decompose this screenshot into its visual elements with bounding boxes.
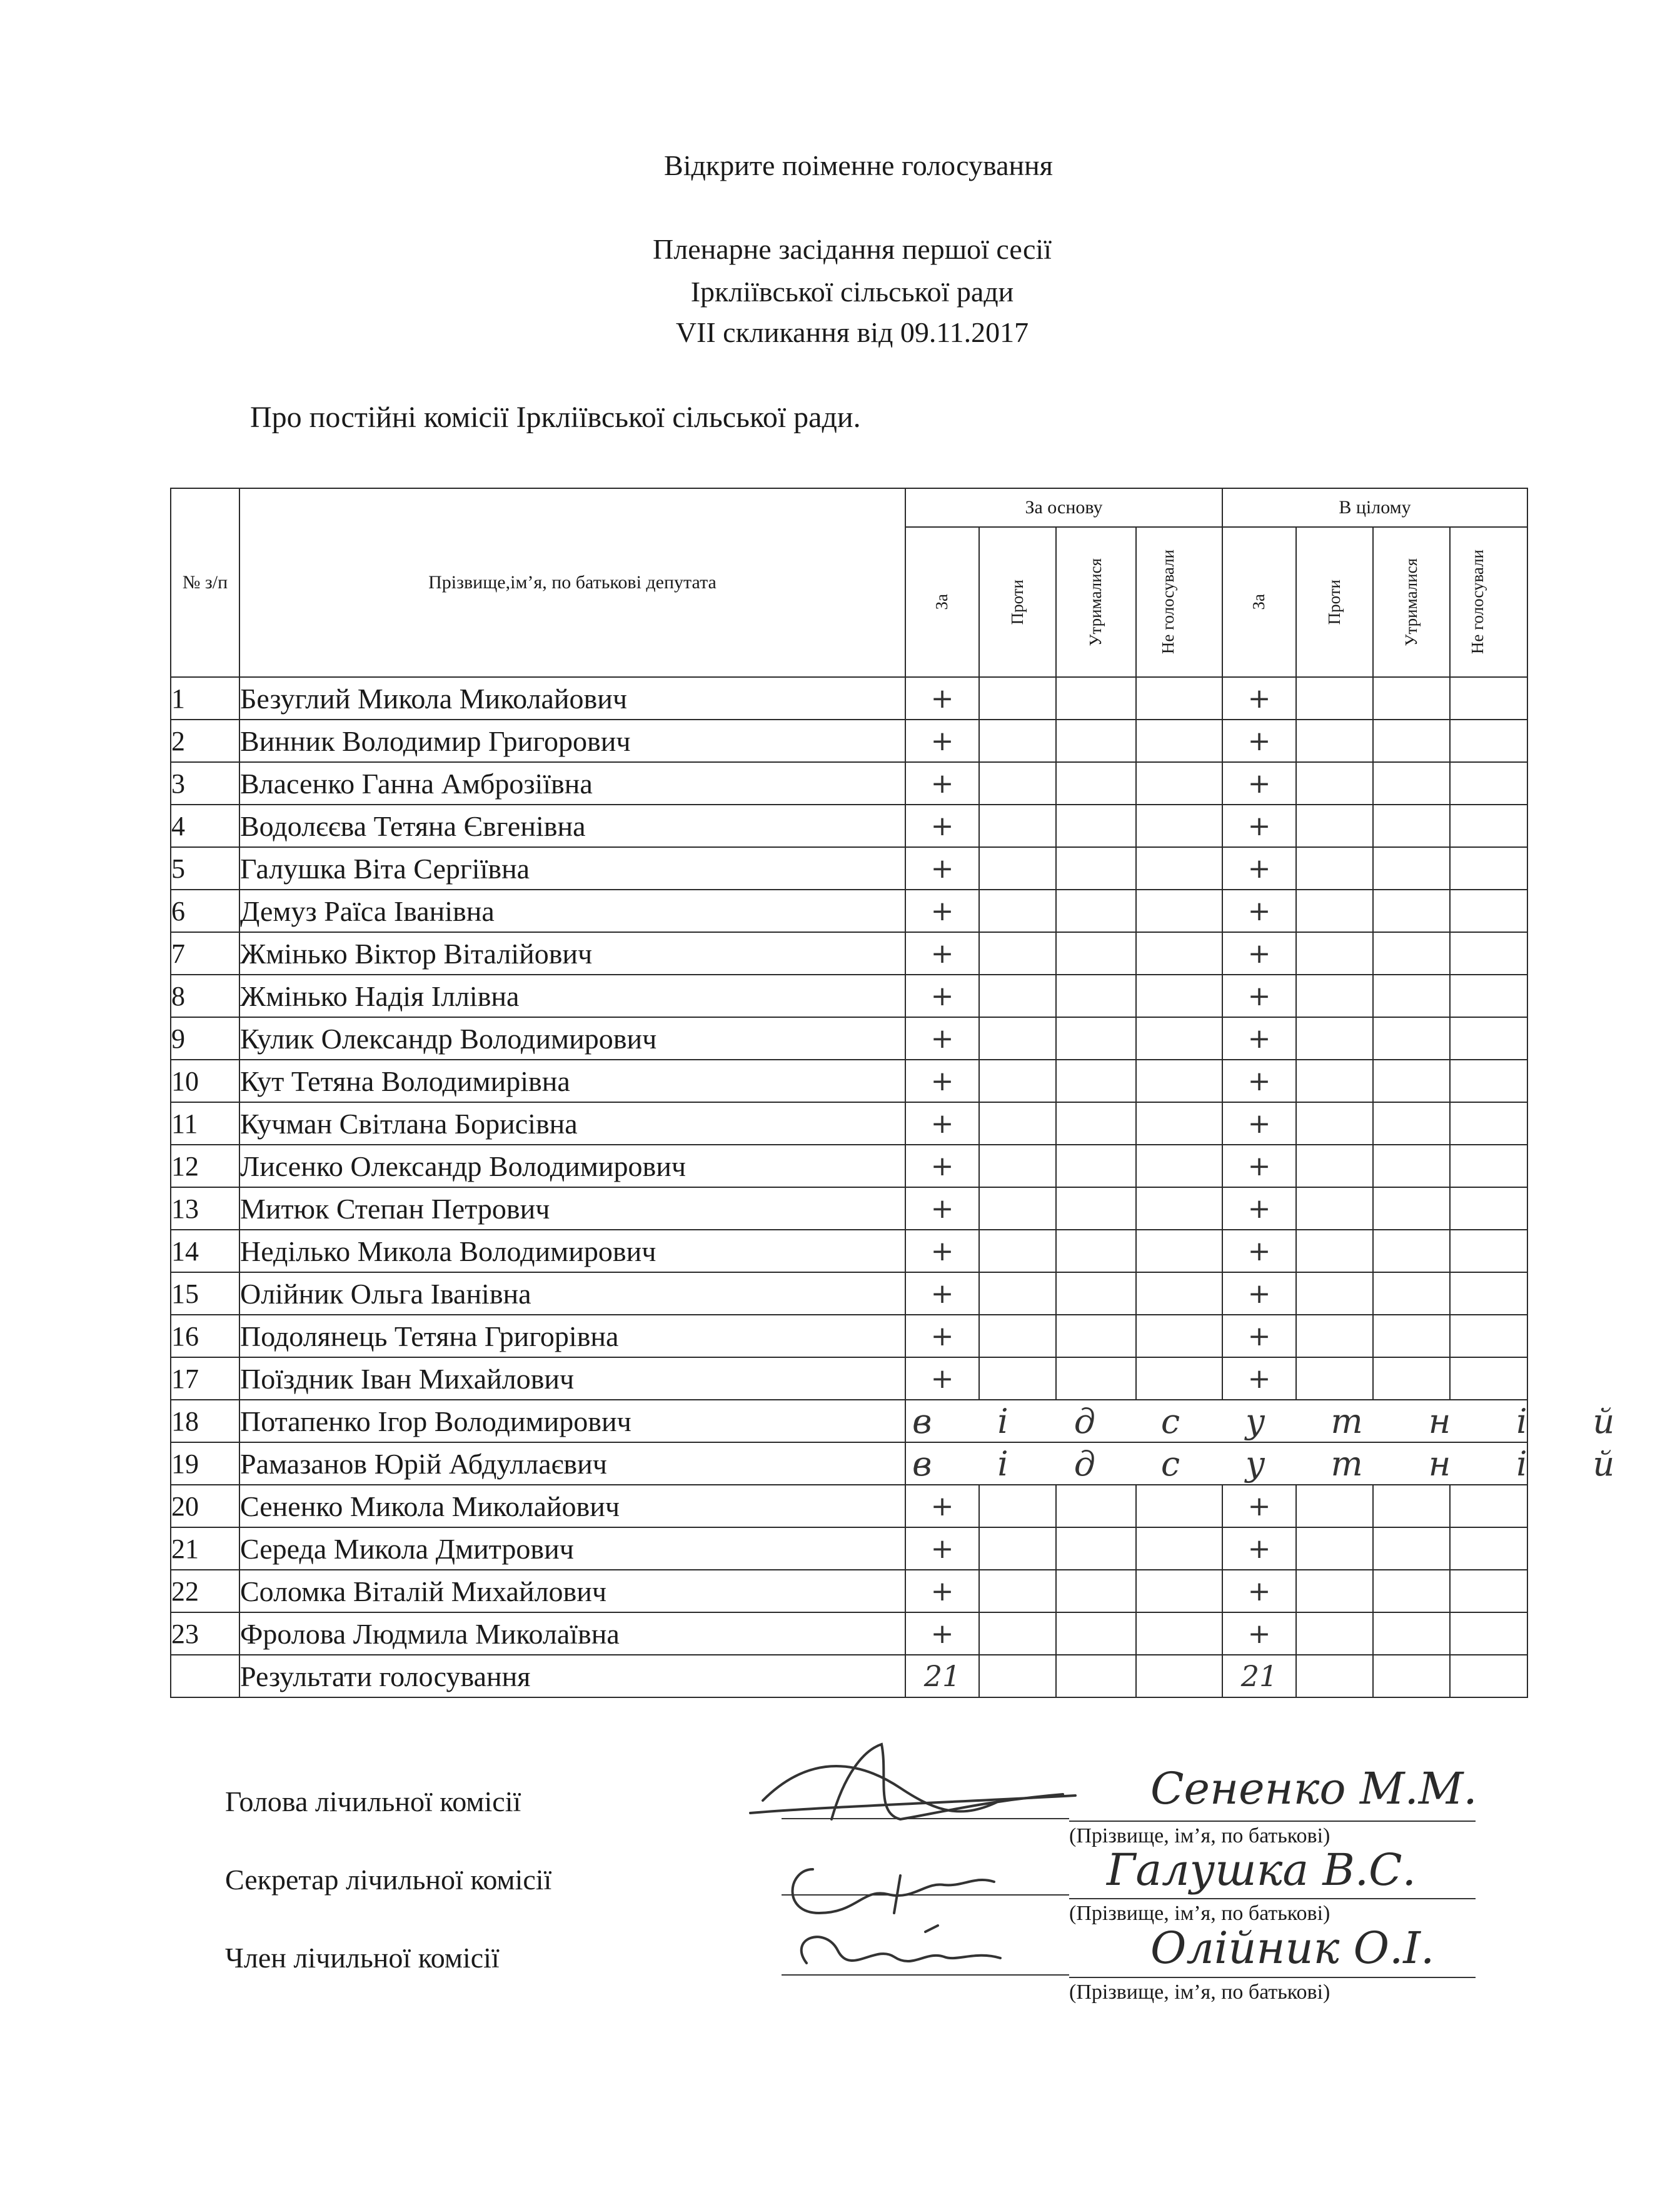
row-number: 20 — [171, 1485, 239, 1527]
deputy-name: Лисенко Олександр Володимирович — [239, 1145, 905, 1187]
deputy-name: Кучман Світлана Борисівна — [239, 1102, 905, 1145]
group-whole-header: В цілому — [1222, 488, 1527, 527]
deputy-name: Кулик Олександр Володимирович — [239, 1017, 905, 1060]
sub-against-header: Проти — [1007, 579, 1027, 625]
row-number: 11 — [171, 1102, 239, 1145]
member-role: Член лічильної комісії — [225, 1942, 500, 1974]
result-whole-for: 21 — [1222, 1655, 1296, 1697]
vote-whole-for: + — [1222, 1187, 1296, 1230]
table-row — [171, 1272, 1527, 1315]
deputy-name: Демуз Раїса Іванівна — [239, 890, 905, 932]
table-row — [171, 720, 1527, 762]
table-row — [171, 1102, 1527, 1145]
table-row — [171, 847, 1527, 890]
vote-basis-for: + — [905, 890, 979, 932]
vote-basis-for: + — [905, 720, 979, 762]
deputy-name: Подолянець Тетяна Григорівна — [239, 1315, 905, 1357]
table-row — [171, 1357, 1527, 1400]
deputy-name: Водолєєва Тетяна Євгенівна — [239, 805, 905, 847]
row-number: 12 — [171, 1145, 239, 1187]
sub-for-header: За — [1249, 594, 1269, 610]
deputy-name: Митюк Степан Петрович — [239, 1187, 905, 1230]
deputy-name: Поїздник Іван Михайлович — [239, 1357, 905, 1400]
row-number: 7 — [171, 932, 239, 975]
vote-basis-for: + — [905, 932, 979, 975]
table-row — [171, 1315, 1527, 1357]
vote-whole-for: + — [1222, 677, 1296, 720]
table-row — [171, 932, 1527, 975]
results-label: Результати голосування — [239, 1655, 905, 1697]
vote-basis-for: + — [905, 1357, 979, 1400]
row-number: 8 — [171, 975, 239, 1017]
deputy-name: Галушка Віта Сергіївна — [239, 847, 905, 890]
vote-whole-for: + — [1222, 1485, 1296, 1527]
vote-basis-for: + — [905, 1485, 979, 1527]
vote-basis-for: + — [905, 1145, 979, 1187]
vote-whole-for: + — [1222, 1315, 1296, 1357]
deputy-name: Жмінько Віктор Віталійович — [239, 932, 905, 975]
table-row — [171, 1570, 1527, 1612]
deputy-name: Рамазанов Юрій Абдуллаєвич — [239, 1442, 905, 1485]
vote-whole-for: + — [1222, 1017, 1296, 1060]
deputy-name: Жмінько Надія Іллівна — [239, 975, 905, 1017]
table-row — [171, 1442, 1527, 1485]
table-row — [171, 1527, 1527, 1570]
row-number: 19 — [171, 1442, 239, 1485]
vote-whole-for: + — [1222, 932, 1296, 975]
chair-name-hint: (Прізвище, ім’я, по батькові) — [1069, 1824, 1330, 1847]
vote-whole-for: + — [1222, 720, 1296, 762]
member-name: Олійник О.І. — [1150, 1922, 1435, 1974]
vote-whole-for: + — [1222, 805, 1296, 847]
member-name-hint: (Прізвище, ім’я, по батькові) — [1069, 1981, 1330, 2004]
row-number: 3 — [171, 762, 239, 805]
col-name-header: Прізвище,ім’я, по батькові депутата — [239, 488, 905, 677]
deputy-name: Неділько Микола Володимирович — [239, 1230, 905, 1272]
vote-whole-for: + — [1222, 1230, 1296, 1272]
row-number: 14 — [171, 1230, 239, 1272]
deputy-name: Безуглий Микола Миколайович — [239, 677, 905, 720]
vote-whole-for: + — [1222, 1102, 1296, 1145]
deputy-name: Соломка Віталій Михайлович — [239, 1570, 905, 1612]
deputy-name: Потапенко Ігор Володимирович — [239, 1400, 905, 1442]
agenda-subject: Про постійні комісії Ірклiївської сільської ради. — [250, 401, 861, 434]
row-number: 1 — [171, 677, 239, 720]
result-basis-for: 21 — [905, 1655, 979, 1697]
vote-basis-for: + — [905, 677, 979, 720]
vote-basis-for: + — [905, 1187, 979, 1230]
sub-abstained-header: Утрималися — [1401, 558, 1421, 646]
row-number: 6 — [171, 890, 239, 932]
document-title: Відкрите поіменне голосування — [664, 149, 1053, 181]
sub-not-voted-header: Не голосували — [1159, 550, 1177, 655]
group-basis-header: За основу — [905, 488, 1222, 527]
vote-whole-for: + — [1222, 1612, 1296, 1655]
row-number: 9 — [171, 1017, 239, 1060]
row-number: 21 — [171, 1527, 239, 1570]
session-line-1: Пленарне засідання першої сесії — [653, 233, 1052, 265]
table-row — [171, 805, 1527, 847]
results-row — [171, 1655, 1527, 1697]
vote-basis-for: + — [905, 1017, 979, 1060]
deputy-name: Винник Володимир Григорович — [239, 720, 905, 762]
deputy-name: Власенко Ганна Амброзіївна — [239, 762, 905, 805]
vote-basis-for: + — [905, 1230, 979, 1272]
row-number: 18 — [171, 1400, 239, 1442]
deputy-name: Середа Микола Дмитрович — [239, 1527, 905, 1570]
row-number: 13 — [171, 1187, 239, 1230]
vote-whole-for: + — [1222, 1060, 1296, 1102]
vote-whole-for: + — [1222, 762, 1296, 805]
row-number: 23 — [171, 1612, 239, 1655]
table-row — [171, 1145, 1527, 1187]
deputy-name: Олійник Ольга Іванівна — [239, 1272, 905, 1315]
table-row — [171, 1230, 1527, 1272]
vote-basis-for: + — [905, 1102, 979, 1145]
vote-whole-for: + — [1222, 1527, 1296, 1570]
vote-basis-for: + — [905, 1570, 979, 1612]
vote-whole-for: + — [1222, 975, 1296, 1017]
table-row — [171, 1612, 1527, 1655]
row-number: 4 — [171, 805, 239, 847]
vote-basis-for: + — [905, 1527, 979, 1570]
row-number: 2 — [171, 720, 239, 762]
vote-basis-for: + — [905, 847, 979, 890]
table-row — [171, 1187, 1527, 1230]
vote-whole-for: + — [1222, 1570, 1296, 1612]
vote-whole-for: + — [1222, 1357, 1296, 1400]
vote-basis-for: + — [905, 1272, 979, 1315]
row-number: 17 — [171, 1357, 239, 1400]
vote-basis-for: + — [905, 1060, 979, 1102]
session-line-2: Іркліївської сільської ради — [690, 276, 1014, 308]
vote-whole-for: + — [1222, 847, 1296, 890]
chair-name: Сененко М.М. — [1150, 1763, 1477, 1814]
vote-whole-for: + — [1222, 1272, 1296, 1315]
vote-whole-for: + — [1222, 1145, 1296, 1187]
table-row — [171, 1400, 1527, 1442]
row-number: 15 — [171, 1272, 239, 1315]
voting-table — [170, 488, 1680, 1698]
deputy-name: Фролова Людмила Миколаївна — [239, 1612, 905, 1655]
table-row — [171, 890, 1527, 932]
table-row — [171, 975, 1527, 1017]
secretary-name: Галушка В.С. — [1107, 1844, 1416, 1896]
secretary-name-hint: (Прізвище, ім’я, по батькові) — [1069, 1902, 1330, 1925]
vote-basis-for: + — [905, 1612, 979, 1655]
vote-basis-for: + — [905, 805, 979, 847]
chair-role: Голова лічильної комісії — [225, 1786, 521, 1817]
sub-not-voted-header: Не голосували — [1468, 550, 1487, 655]
row-number: 5 — [171, 847, 239, 890]
col-number-header: № з/п — [171, 488, 239, 677]
sub-for-header: За — [932, 594, 952, 610]
sub-against-header: Проти — [1324, 579, 1344, 625]
row-number: 10 — [171, 1060, 239, 1102]
deputy-name: Кут Тетяна Володимирівна — [239, 1060, 905, 1102]
row-number: 22 — [171, 1570, 239, 1612]
vote-basis-for: + — [905, 975, 979, 1017]
row-number: 16 — [171, 1315, 239, 1357]
table-row — [171, 762, 1527, 805]
sub-abstained-header: Утрималися — [1086, 558, 1105, 646]
vote-whole-for: + — [1222, 890, 1296, 932]
vote-basis-for: + — [905, 762, 979, 805]
table-row — [171, 1485, 1527, 1527]
table-row — [171, 1060, 1527, 1102]
deputy-name: Сененко Микола Миколайович — [239, 1485, 905, 1527]
vote-basis-for: + — [905, 1315, 979, 1357]
secretary-role: Секретар лічильної комісії — [225, 1864, 552, 1896]
absent-note: відсутній — [912, 1444, 1680, 1484]
table-row — [171, 677, 1527, 720]
session-line-3: VII скликання від 09.11.2017 — [675, 316, 1029, 348]
signature-scribbles — [738, 1725, 1088, 2001]
absent-note: відсутній — [912, 1402, 1680, 1441]
table-row — [171, 1017, 1527, 1060]
